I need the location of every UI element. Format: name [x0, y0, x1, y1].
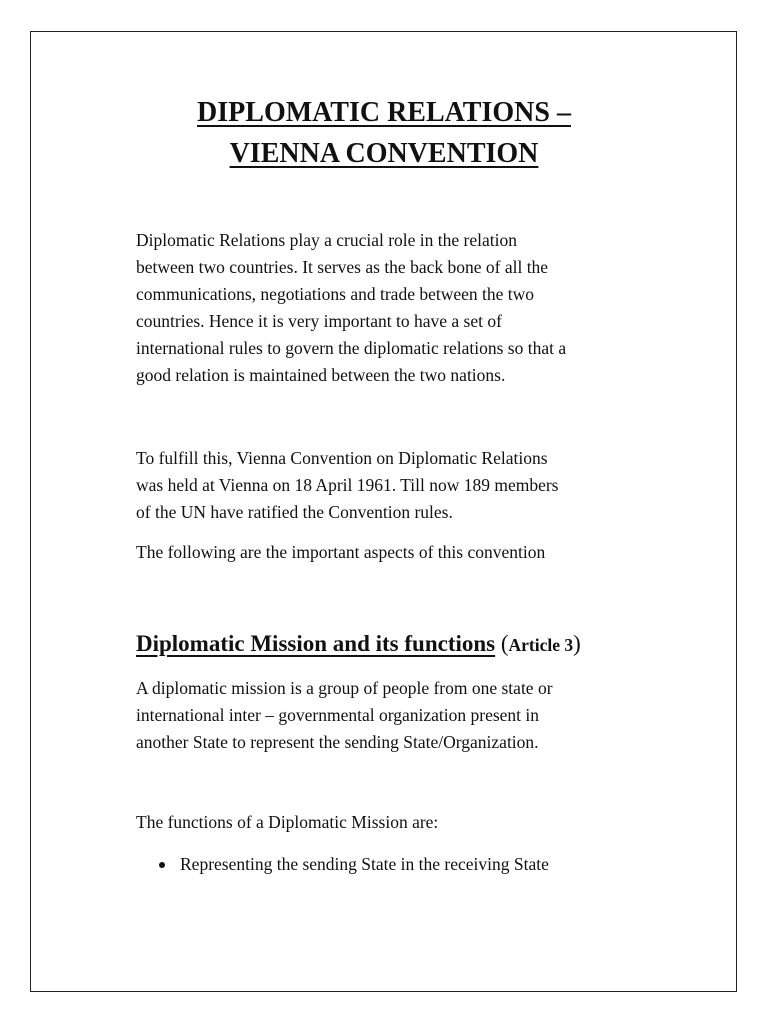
section-heading-text: Diplomatic Mission and its functions — [136, 631, 496, 656]
intro-paragraph — [136, 227, 636, 389]
convention-line: was held at Vienna on 18 April 1961. Till now 189 members — [136, 475, 559, 495]
convention-line: To fulfill this, Vienna Convention on Diplomatic Relations — [136, 448, 548, 468]
title-line-2: VIENNA CONVENTION — [229, 138, 539, 169]
intro-line: between two countries. It serves as the back bone of all the — [136, 257, 549, 277]
mission-paragraph — [136, 675, 636, 756]
section-article-ref: Article 3 — [508, 635, 574, 655]
mission-line: international inter – governmental organization present in — [136, 705, 540, 725]
intro-line: Diplomatic Relations play a crucial role in the relation — [136, 230, 517, 250]
section-heading — [136, 628, 581, 661]
mission-line: A diplomatic mission is a group of people from one state or — [136, 678, 553, 698]
section-paren-open: ( — [495, 631, 509, 656]
convention-paragraph — [136, 445, 636, 526]
bullet-dot-icon — [159, 862, 165, 868]
title-line-1: DIPLOMATIC RELATIONS – — [197, 97, 571, 128]
document-title — [0, 92, 768, 174]
intro-line: international rules to govern the diplomatic relations so that a — [136, 338, 567, 358]
aspects-line: The following are the important aspects of this convention — [136, 542, 546, 562]
functions-intro — [136, 809, 636, 836]
list-item — [136, 851, 549, 878]
section-paren-close: ) — [573, 631, 581, 656]
aspects-paragraph — [136, 539, 636, 566]
functions-intro-line: The functions of a Diplomatic Mission are: — [136, 812, 439, 832]
mission-line: another State to represent the sending State/Organization. — [136, 732, 539, 752]
intro-line: communications, negotiations and trade between the two — [136, 284, 535, 304]
intro-line: countries. Hence it is very important to have a set of — [136, 311, 502, 331]
list-item-text: Representing the sending State in the receiving State — [180, 854, 549, 874]
intro-line: good relation is maintained between the two nations. — [136, 365, 506, 385]
convention-line: of the UN have ratified the Convention rules. — [136, 502, 453, 522]
functions-list — [136, 851, 549, 878]
